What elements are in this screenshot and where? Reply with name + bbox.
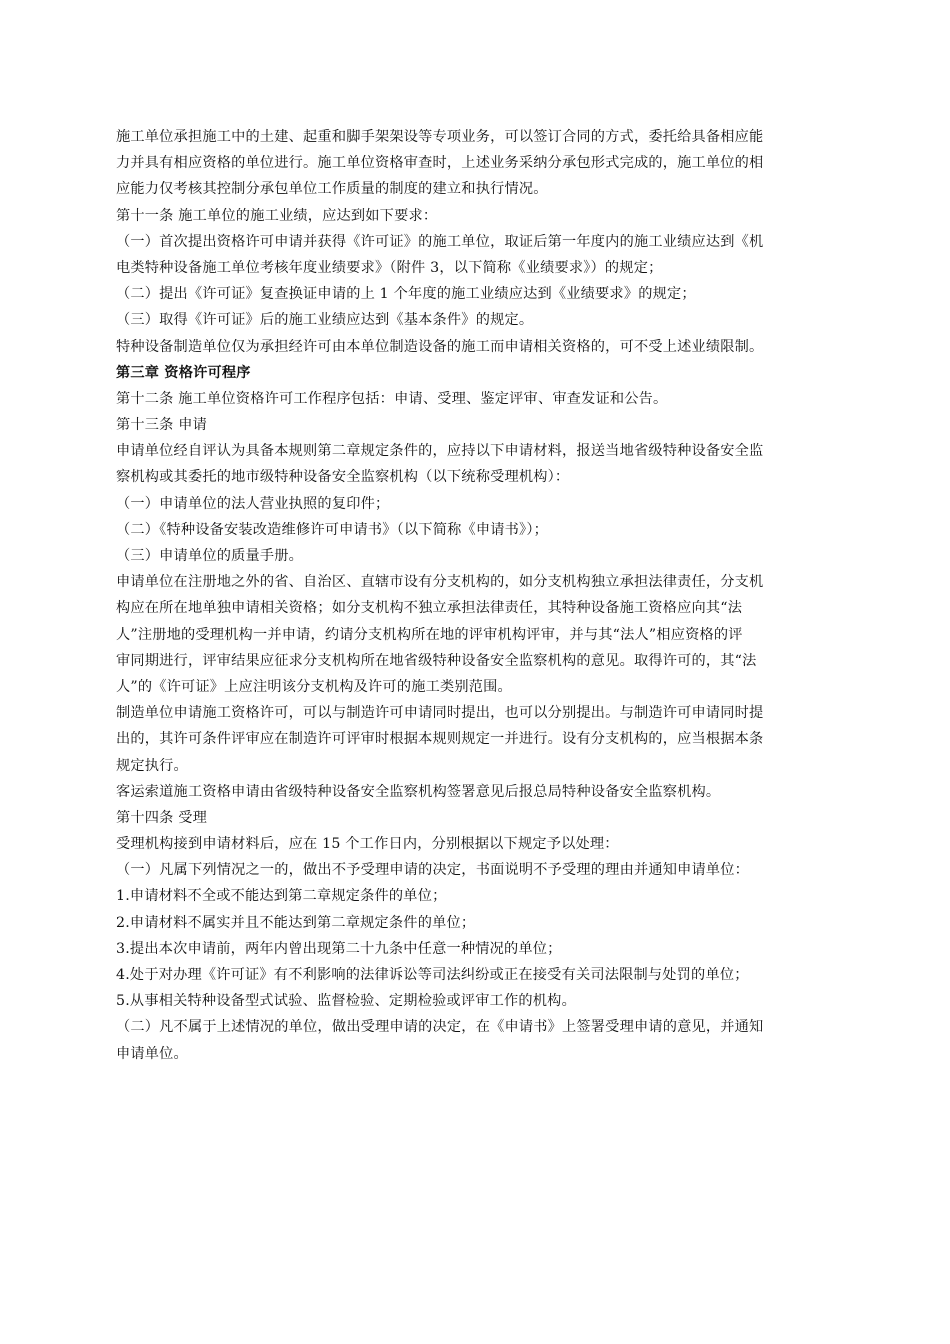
- text-line: 出的，其许可条件评审应在制造许可评审时根据本规则规定一并进行。设有分支机构的，应当根据本条: [116, 731, 764, 748]
- list-item: 5.从事相关特种设备型式试验、监督检验、定期检验或评审工作的机构。: [116, 993, 576, 1010]
- text-line: （二）提出《许可证》复查换证申请的上 1 个年度的施工业绩应达到《业绩要求》的规定；: [116, 286, 696, 303]
- chapter-heading: 第三章 资格许可程序: [116, 364, 251, 381]
- text-line: （一）凡属下列情况之一的，做出不予受理申请的决定，书面说明不予受理的理由并通知申请单位：: [116, 862, 750, 879]
- text-line: 审同期进行，评审结果应征求分支机构所在地省级特种设备安全监察机构的意见。取得许可的，其“法: [116, 652, 757, 669]
- text-line: 客运索道施工资格申请由省级特种设备安全监察机构签署意见后报总局特种设备安全监察机构。: [116, 783, 721, 800]
- list-item: 1.申请材料不全或不能达到第二章规定条件的单位；: [116, 888, 447, 905]
- text-line: 察机构或其委托的地市级特种设备安全监察机构（以下统称受理机构）：: [116, 469, 570, 486]
- text-line: 人”注册地的受理机构一并申请，约请分支机构所在地的评审机构评审，并与其“法人”相应资格的评: [116, 626, 743, 643]
- text-line: （二）凡不属于上述情况的单位，做出受理申请的决定，在《申请书》上签署受理申请的意见，并通知: [116, 1019, 764, 1036]
- article-heading: 第十四条 受理: [116, 809, 208, 826]
- text-line: 申请单位经自评认为具备本规则第二章规定条件的，应持以下申请材料，报送当地省级特种设备安全监: [116, 443, 764, 460]
- text-line: 申请单位。: [116, 1045, 188, 1062]
- text-line: 电类特种设备施工单位考核年度业绩要求》（附件 3，以下简称《业绩要求》）的规定；: [116, 259, 663, 276]
- article-heading: 第十一条 施工单位的施工业绩，应达到如下要求：: [116, 207, 438, 224]
- document-body: [116, 124, 838, 1067]
- text-line: （一）首次提出资格许可申请并获得《许可证》的施工单位，取证后第一年度内的施工业绩应达到《机: [116, 233, 764, 250]
- text-line: 受理机构接到申请材料后，应在 15 个工作日内，分别根据以下规定予以处理：: [116, 836, 619, 853]
- article-heading: 第十二条 施工单位资格许可工作程序包括：申请、受理、鉴定评审、审查发证和公告。: [116, 390, 668, 407]
- text-line: 应能力仅考核其控制分承包单位工作质量的制度的建立和执行情况。: [116, 181, 548, 198]
- text-line: 申请单位在注册地之外的省、自治区、直辖市设有分支机构的，如分支机构独立承担法律责任，分支机: [116, 574, 764, 591]
- text-line: （二）《特种设备安装改造维修许可申请书》（以下简称《申请书》）；: [116, 521, 549, 538]
- text-line: （一）申请单位的法人营业执照的复印件；: [116, 495, 390, 512]
- text-line: （三）取得《许可证》后的施工业绩应达到《基本条件》的规定。: [116, 312, 534, 329]
- text-line: 人”的《许可证》上应注明该分支机构及许可的施工类别范围。: [116, 678, 512, 695]
- text-line: 力并具有相应资格的单位进行。施工单位资格审查时，上述业务采纳分承包形式完成的，施工单位的相: [116, 155, 764, 172]
- text-line: （三）申请单位的质量手册。: [116, 548, 304, 564]
- text-line: 施工单位承担施工中的土建、起重和脚手架架设等专项业务，可以签订合同的方式，委托给具备相应能: [116, 129, 764, 145]
- list-item: 3.提出本次申请前，两年内曾出现第二十九条中任意一种情况的单位；: [116, 940, 562, 957]
- article-heading: 第十三条 申请: [116, 417, 208, 434]
- text-line: 规定执行。: [116, 757, 188, 774]
- text-line: 制造单位申请施工资格许可，可以与制造许可申请同时提出，也可以分别提出。与制造许可申请同时提: [116, 705, 764, 722]
- text-line: 特种设备制造单位仅为承担经许可由本单位制造设备的施工而申请相关资格的，可不受上述业绩限制。: [116, 338, 764, 355]
- list-item: 4.处于对办理《许可证》有不利影响的法律诉讼等司法纠纷或正在接受有关司法限制与处罚的单位；: [116, 967, 749, 983]
- list-item: 2.申请材料不属实并且不能达到第二章规定条件的单位；: [116, 914, 476, 931]
- text-line: 构应在所在地单独申请相关资格；如分支机构不独立承担法律责任，其特种设备施工资格应向其“法: [116, 600, 743, 617]
